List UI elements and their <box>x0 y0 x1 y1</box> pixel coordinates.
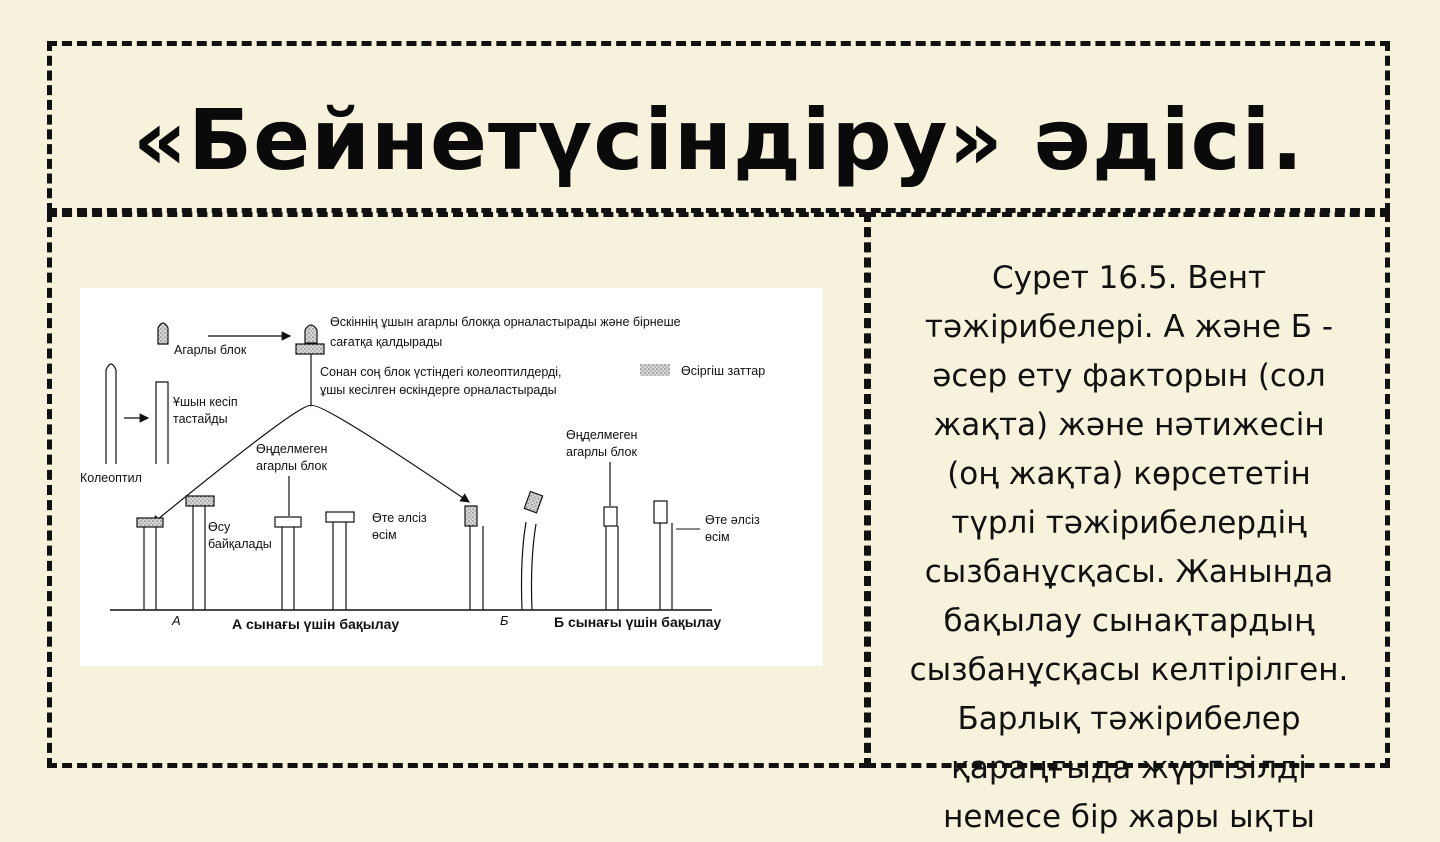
figure-caption <box>878 254 1380 842</box>
growth-observed-line2: байқалады <box>208 537 272 551</box>
caption-line: сызбанұсқасы келтірілген. <box>909 652 1349 688</box>
weak-left-line2: өсім <box>372 528 397 542</box>
went-experiment-diagram <box>80 288 823 666</box>
caption-line: түрлі тәжірибелердің <box>951 505 1307 541</box>
caption-line: бақылау сынақтардың <box>943 603 1315 639</box>
legend-swatch <box>640 364 670 376</box>
control-a-label: А сынағы үшін бақылау <box>232 616 400 632</box>
caption-line: Барлық тәжірибелер <box>957 701 1301 737</box>
control-b-label: Б сынағы үшін бақылау <box>554 614 722 630</box>
slide-title: «Бейнетүсіндіру» әдісі. <box>132 91 1305 189</box>
went-experiment-figure <box>80 288 823 666</box>
weak-right-line1: Өте әлсіз <box>705 513 760 527</box>
mid-note-line1: Сонан соң блок үстіндегі колеоптилдерді, <box>320 365 562 379</box>
caption-line: сызбанұсқасы. Жанында <box>924 554 1334 590</box>
weak-right-line2: өсім <box>705 530 730 544</box>
cut-tip-shape <box>158 323 168 344</box>
caption-line: немесе бір жары ықты <box>943 799 1315 835</box>
caption-line: жақта) және нәтижесін <box>933 407 1325 443</box>
mid-note-line2: ұшы кесілген өскіндерге орналастырады <box>320 383 557 397</box>
caption-line: (оң жақта) көрсететін <box>947 456 1311 492</box>
legend-label: Өсіргіш заттар <box>681 364 766 378</box>
coleoptile-shape <box>106 364 116 464</box>
caption-line: Сурет 16.5. Вент <box>991 260 1267 296</box>
top-note-line1: Өскіннің ұшын агарлы блокқа орналастырады және бірнеше <box>330 315 681 329</box>
cut-tip-label1: Ұшын кесіп <box>173 395 238 409</box>
weak-left-line1: Өте әлсіз <box>372 511 427 525</box>
top-note-line2: сағатқа қалдырады <box>330 335 443 349</box>
mark-a: А <box>172 613 181 628</box>
mark-b: Б <box>500 613 509 628</box>
coleoptile-label: Колеоптил <box>80 471 142 485</box>
cut-tip-label2: тастайды <box>173 412 228 426</box>
untreated-right-line2: агарлы блок <box>566 445 637 459</box>
caption-line: әсер ету факторын (сол <box>932 358 1326 394</box>
caption-line: тәжірибелері. А және Б - <box>924 309 1334 345</box>
untreated-left-line1: Өңделмеген <box>256 442 328 456</box>
agar-block-label: Агарлы блок <box>174 343 247 357</box>
untreated-right-line1: Өңделмеген <box>566 428 638 442</box>
untreated-left-line2: агарлы блок <box>256 459 327 473</box>
growth-observed-line1: Өсу <box>208 520 231 534</box>
caption-line: қараңғыда жүргізілді <box>951 750 1307 786</box>
